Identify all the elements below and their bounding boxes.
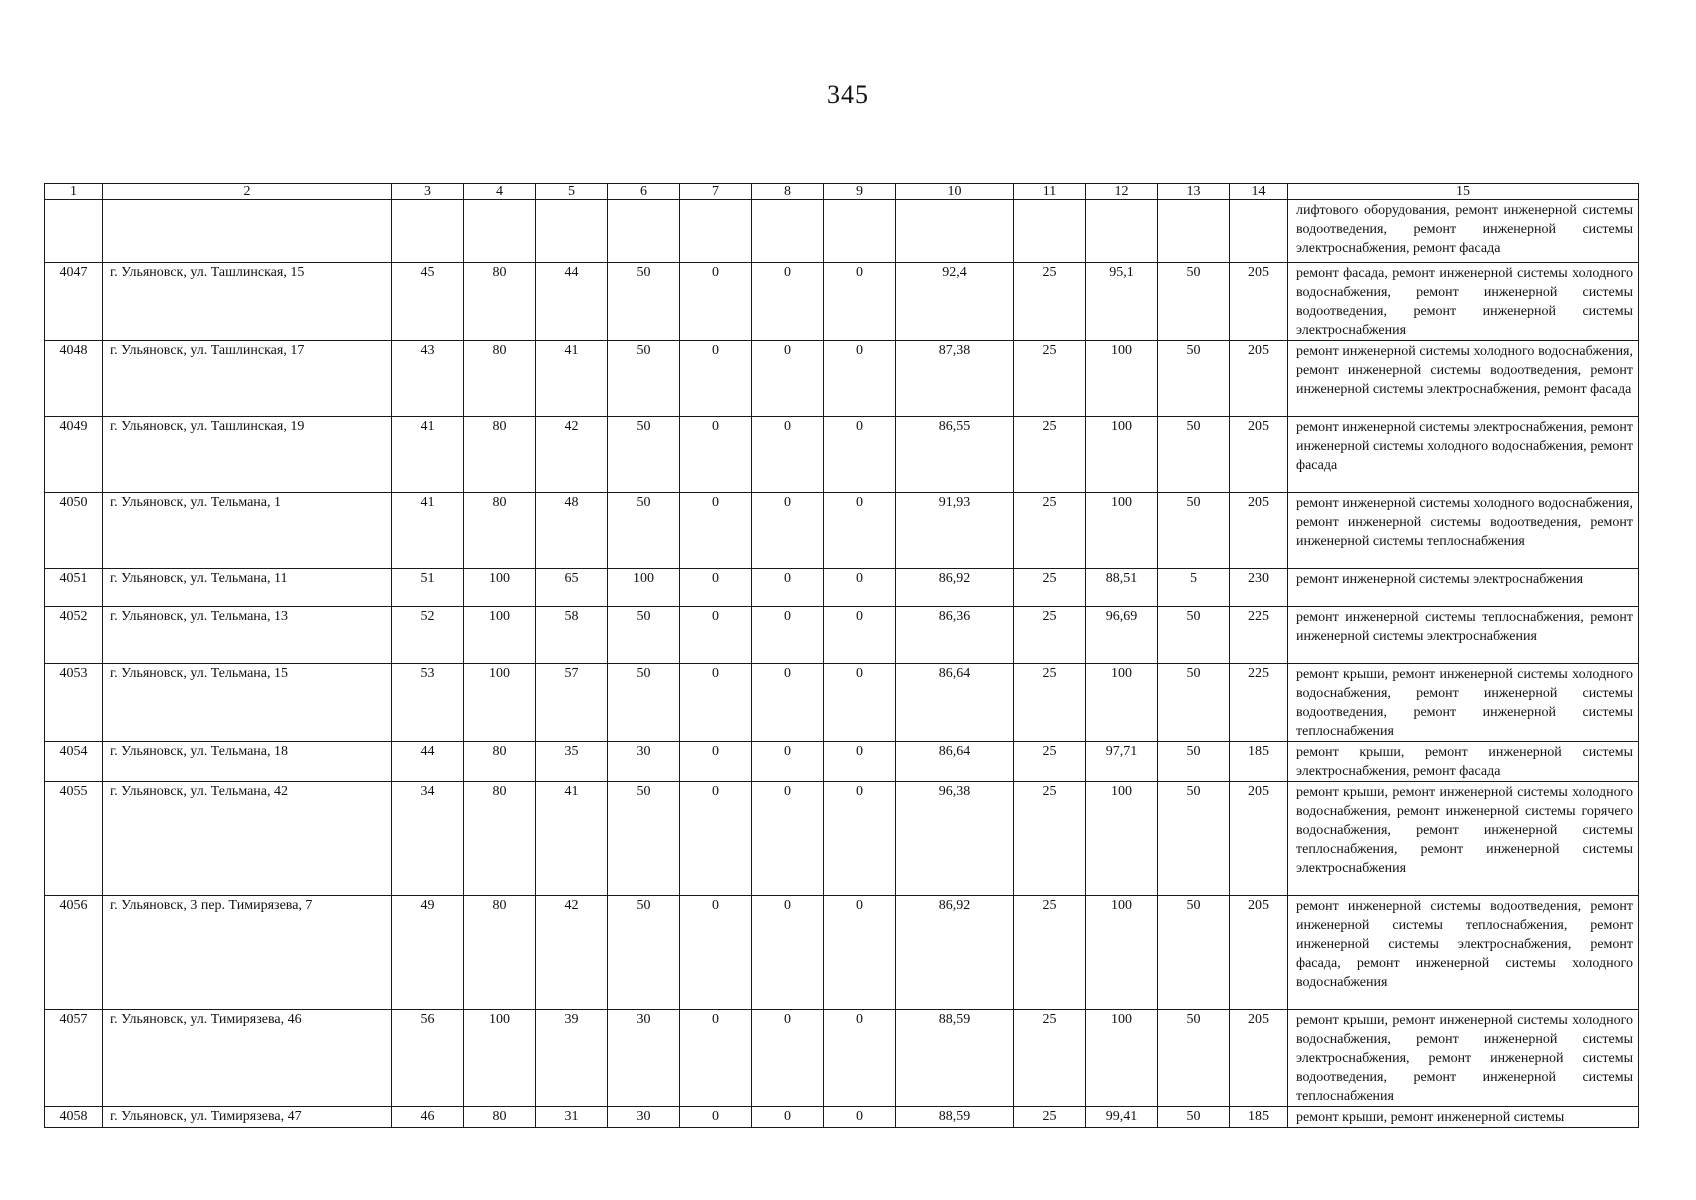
cell-col13: 50	[1158, 782, 1230, 896]
column-header: 12	[1086, 184, 1158, 200]
column-header: 3	[392, 184, 464, 200]
cell-col3: 41	[392, 417, 464, 493]
cell-row-number: 4056	[45, 896, 103, 1010]
cell-col10: 96,38	[896, 782, 1014, 896]
cell-col10: 92,4	[896, 263, 1014, 341]
cell-empty	[824, 200, 896, 263]
cell-col13: 50	[1158, 607, 1230, 664]
column-header: 7	[680, 184, 752, 200]
column-header: 11	[1014, 184, 1086, 200]
cell-col7: 0	[680, 1010, 752, 1107]
cell-address: г. Ульяновск, ул. Тельмана, 15	[103, 664, 392, 742]
cell-col9: 0	[824, 1010, 896, 1107]
cell-col7: 0	[680, 1107, 752, 1128]
cell-col11: 25	[1014, 607, 1086, 664]
cell-col7: 0	[680, 607, 752, 664]
cell-col14: 185	[1230, 742, 1288, 782]
cell-col12: 100	[1086, 1010, 1158, 1107]
cell-works: ремонт крыши, ремонт инженерной системы электроснабжения, ремонт фасада	[1288, 742, 1639, 782]
cell-col8: 0	[752, 607, 824, 664]
cell-col10: 86,55	[896, 417, 1014, 493]
cell-col5: 44	[536, 263, 608, 341]
cell-col6: 30	[608, 1010, 680, 1107]
cell-address: г. Ульяновск, ул. Тельмана, 13	[103, 607, 392, 664]
cell-col5: 58	[536, 607, 608, 664]
cell-col7: 0	[680, 341, 752, 417]
cell-row-number: 4051	[45, 569, 103, 607]
cell-col8: 0	[752, 417, 824, 493]
table-row	[45, 1107, 1639, 1128]
cell-col12: 95,1	[1086, 263, 1158, 341]
cell-col9: 0	[824, 417, 896, 493]
cell-col13: 50	[1158, 664, 1230, 742]
column-header: 5	[536, 184, 608, 200]
cell-col9: 0	[824, 896, 896, 1010]
cell-col3: 46	[392, 1107, 464, 1128]
cell-address: г. Ульяновск, ул. Тельмана, 18	[103, 742, 392, 782]
cell-col5: 48	[536, 493, 608, 569]
cell-col7: 0	[680, 782, 752, 896]
cell-col9: 0	[824, 1107, 896, 1128]
cell-col12: 100	[1086, 341, 1158, 417]
cell-col6: 100	[608, 569, 680, 607]
table-row	[45, 664, 1639, 742]
cell-empty	[1230, 200, 1288, 263]
cell-col14: 230	[1230, 569, 1288, 607]
cell-col11: 25	[1014, 263, 1086, 341]
cell-works: ремонт фасада, ремонт инженерной системы холодного водоснабжения, ремонт инженерной системы водоотведения, ремонт инженерной системы электроснабжения	[1288, 263, 1639, 341]
cell-col14: 205	[1230, 1010, 1288, 1107]
cell-address: г. Ульяновск, ул. Тельмана, 11	[103, 569, 392, 607]
cell-col6: 50	[608, 341, 680, 417]
cell-works: ремонт инженерной системы электроснабжения, ремонт инженерной системы холодного водоснабжения, ремонт фасада	[1288, 417, 1639, 493]
cell-col12: 99,41	[1086, 1107, 1158, 1128]
cell-col12: 97,71	[1086, 742, 1158, 782]
cell-col12: 100	[1086, 493, 1158, 569]
cell-empty	[680, 200, 752, 263]
cell-col7: 0	[680, 664, 752, 742]
table-row	[45, 607, 1639, 664]
cell-row-number: 4050	[45, 493, 103, 569]
cell-col13: 50	[1158, 417, 1230, 493]
cell-address: г. Ульяновск, ул. Тельмана, 1	[103, 493, 392, 569]
cell-col5: 41	[536, 341, 608, 417]
table-row	[45, 493, 1639, 569]
cell-empty	[1158, 200, 1230, 263]
cell-col4: 80	[464, 742, 536, 782]
cell-empty	[536, 200, 608, 263]
cell-address: г. Ульяновск, ул. Тимирязева, 46	[103, 1010, 392, 1107]
cell-works: ремонт инженерной системы холодного водоснабжения, ремонт инженерной системы водоотведения, ремонт инженерной системы теплоснабжения	[1288, 493, 1639, 569]
cell-col4: 80	[464, 493, 536, 569]
cell-col3: 51	[392, 569, 464, 607]
cell-col10: 88,59	[896, 1107, 1014, 1128]
cell-col3: 49	[392, 896, 464, 1010]
cell-col6: 30	[608, 1107, 680, 1128]
cell-col8: 0	[752, 341, 824, 417]
cell-col7: 0	[680, 896, 752, 1010]
cell-col14: 205	[1230, 896, 1288, 1010]
cell-col11: 25	[1014, 742, 1086, 782]
cell-col3: 43	[392, 341, 464, 417]
column-header: 13	[1158, 184, 1230, 200]
cell-col13: 50	[1158, 896, 1230, 1010]
cell-col11: 25	[1014, 782, 1086, 896]
cell-col5: 39	[536, 1010, 608, 1107]
cell-col6: 50	[608, 896, 680, 1010]
cell-col9: 0	[824, 263, 896, 341]
cell-col9: 0	[824, 742, 896, 782]
cell-col5: 65	[536, 569, 608, 607]
cell-row-number: 4053	[45, 664, 103, 742]
cell-empty	[608, 200, 680, 263]
cell-address: г. Ульяновск, ул. Тимирязева, 47	[103, 1107, 392, 1128]
table-body	[45, 184, 1639, 1128]
cell-col4: 100	[464, 607, 536, 664]
cell-works: ремонт инженерной системы холодного водоснабжения, ремонт инженерной системы водоотведения, ремонт инженерной системы электроснабжения, ремонт фасада	[1288, 341, 1639, 417]
cell-col14: 205	[1230, 493, 1288, 569]
cell-col12: 100	[1086, 896, 1158, 1010]
cell-col3: 41	[392, 493, 464, 569]
cell-col14: 205	[1230, 417, 1288, 493]
table-row	[45, 742, 1639, 782]
cell-col4: 100	[464, 664, 536, 742]
cell-empty	[1086, 200, 1158, 263]
cell-col9: 0	[824, 607, 896, 664]
cell-col3: 53	[392, 664, 464, 742]
cell-col8: 0	[752, 1107, 824, 1128]
cell-col5: 41	[536, 782, 608, 896]
cell-col10: 87,38	[896, 341, 1014, 417]
cell-col5: 31	[536, 1107, 608, 1128]
cell-col6: 50	[608, 263, 680, 341]
cell-col8: 0	[752, 742, 824, 782]
cell-col13: 50	[1158, 1107, 1230, 1128]
cell-col12: 100	[1086, 664, 1158, 742]
cell-col8: 0	[752, 896, 824, 1010]
column-header: 10	[896, 184, 1014, 200]
cell-col8: 0	[752, 1010, 824, 1107]
cell-col8: 0	[752, 263, 824, 341]
cell-col14: 225	[1230, 664, 1288, 742]
cell-address: г. Ульяновск, ул. Ташлинская, 19	[103, 417, 392, 493]
continuation-row	[45, 200, 1639, 263]
cell-col8: 0	[752, 664, 824, 742]
cell-col4: 80	[464, 417, 536, 493]
column-header: 1	[45, 184, 103, 200]
cell-col10: 86,36	[896, 607, 1014, 664]
cell-col13: 50	[1158, 341, 1230, 417]
cell-col6: 30	[608, 742, 680, 782]
cell-col4: 80	[464, 896, 536, 1010]
cell-col9: 0	[824, 664, 896, 742]
cell-row-number: 4052	[45, 607, 103, 664]
cell-col14: 225	[1230, 607, 1288, 664]
cell-row-number: 4049	[45, 417, 103, 493]
cell-col13: 50	[1158, 263, 1230, 341]
cell-row-number: 4054	[45, 742, 103, 782]
table-row	[45, 1010, 1639, 1107]
cell-col8: 0	[752, 493, 824, 569]
cell-col11: 25	[1014, 341, 1086, 417]
cell-col9: 0	[824, 782, 896, 896]
cell-col14: 205	[1230, 263, 1288, 341]
table-row	[45, 417, 1639, 493]
page-number: 345	[827, 80, 869, 109]
cell-row-number: 4058	[45, 1107, 103, 1128]
cell-col5: 42	[536, 896, 608, 1010]
cell-col3: 34	[392, 782, 464, 896]
cell-col5: 57	[536, 664, 608, 742]
cell-col10: 86,64	[896, 742, 1014, 782]
cell-col3: 45	[392, 263, 464, 341]
cell-col11: 25	[1014, 1107, 1086, 1128]
cell-col11: 25	[1014, 664, 1086, 742]
column-header: 6	[608, 184, 680, 200]
cell-works: ремонт крыши, ремонт инженерной системы холодного водоснабжения, ремонт инженерной системы водоотведения, ремонт инженерной системы теплоснабжения	[1288, 664, 1639, 742]
cell-col13: 50	[1158, 493, 1230, 569]
cell-row-number: 4048	[45, 341, 103, 417]
cell-empty	[464, 200, 536, 263]
cell-col5: 35	[536, 742, 608, 782]
cell-col10: 86,92	[896, 896, 1014, 1010]
cell-address: г. Ульяновск, 3 пер. Тимирязева, 7	[103, 896, 392, 1010]
column-header: 15	[1288, 184, 1639, 200]
cell-col6: 50	[608, 607, 680, 664]
cell-col7: 0	[680, 569, 752, 607]
cell-col14: 205	[1230, 341, 1288, 417]
cell-col3: 56	[392, 1010, 464, 1107]
cell-col7: 0	[680, 493, 752, 569]
column-header: 2	[103, 184, 392, 200]
cell-col12: 100	[1086, 782, 1158, 896]
cell-col3: 52	[392, 607, 464, 664]
column-header: 4	[464, 184, 536, 200]
cell-col10: 91,93	[896, 493, 1014, 569]
cell-col14: 185	[1230, 1107, 1288, 1128]
cell-col4: 80	[464, 341, 536, 417]
cell-empty	[896, 200, 1014, 263]
cell-col7: 0	[680, 417, 752, 493]
table-row	[45, 896, 1639, 1010]
cell-address: г. Ульяновск, ул. Ташлинская, 15	[103, 263, 392, 341]
cell-works: ремонт инженерной системы теплоснабжения, ремонт инженерной системы электроснабжения	[1288, 607, 1639, 664]
cell-works: ремонт крыши, ремонт инженерной системы холодного водоснабжения, ремонт инженерной системы электроснабжения, ремонт инженерной системы водоотведения, ремонт инженерной системы теплоснабжения	[1288, 1010, 1639, 1107]
cell-col10: 86,64	[896, 664, 1014, 742]
cell-col9: 0	[824, 569, 896, 607]
cell-col10: 88,59	[896, 1010, 1014, 1107]
cell-col4: 100	[464, 1010, 536, 1107]
table-row	[45, 569, 1639, 607]
cell-col12: 100	[1086, 417, 1158, 493]
cell-row-number: 4055	[45, 782, 103, 896]
cell-row-number: 4057	[45, 1010, 103, 1107]
cell-col4: 80	[464, 263, 536, 341]
cell-empty	[1014, 200, 1086, 263]
cell-col8: 0	[752, 782, 824, 896]
cell-col4: 80	[464, 782, 536, 896]
cell-empty	[103, 200, 392, 263]
cell-col6: 50	[608, 664, 680, 742]
cell-col13: 5	[1158, 569, 1230, 607]
cell-col4: 100	[464, 569, 536, 607]
cell-col11: 25	[1014, 1010, 1086, 1107]
cell-col11: 25	[1014, 569, 1086, 607]
cell-col4: 80	[464, 1107, 536, 1128]
table-row	[45, 782, 1639, 896]
cell-col12: 88,51	[1086, 569, 1158, 607]
column-number-row	[45, 184, 1639, 200]
works-continuation: лифтового оборудования, ремонт инженерной системы водоотведения, ремонт инженерной системы электроснабжения, ремонт фасада	[1288, 200, 1639, 263]
cell-col8: 0	[752, 569, 824, 607]
cell-col13: 50	[1158, 1010, 1230, 1107]
cell-works: ремонт инженерной системы электроснабжения	[1288, 569, 1639, 607]
repair-program-table	[44, 183, 1639, 1128]
cell-col12: 96,69	[1086, 607, 1158, 664]
cell-col3: 44	[392, 742, 464, 782]
cell-col11: 25	[1014, 417, 1086, 493]
cell-works: ремонт крыши, ремонт инженерной системы	[1288, 1107, 1639, 1128]
cell-col6: 50	[608, 782, 680, 896]
cell-address: г. Ульяновск, ул. Ташлинская, 17	[103, 341, 392, 417]
cell-col6: 50	[608, 493, 680, 569]
cell-col5: 42	[536, 417, 608, 493]
cell-col9: 0	[824, 341, 896, 417]
cell-works: ремонт инженерной системы водоотведения, ремонт инженерной системы теплоснабжения, ремонт инженерной системы электроснабжения, ремонт фасада, ремонт инженерной системы холодного водоснабжения	[1288, 896, 1639, 1010]
cell-col9: 0	[824, 493, 896, 569]
cell-col6: 50	[608, 417, 680, 493]
table-row	[45, 341, 1639, 417]
column-header: 14	[1230, 184, 1288, 200]
table-row	[45, 263, 1639, 341]
cell-col13: 50	[1158, 742, 1230, 782]
cell-empty	[45, 200, 103, 263]
cell-col11: 25	[1014, 493, 1086, 569]
cell-empty	[392, 200, 464, 263]
cell-col10: 86,92	[896, 569, 1014, 607]
cell-col14: 205	[1230, 782, 1288, 896]
cell-empty	[752, 200, 824, 263]
cell-row-number: 4047	[45, 263, 103, 341]
cell-col7: 0	[680, 263, 752, 341]
column-header: 8	[752, 184, 824, 200]
cell-col7: 0	[680, 742, 752, 782]
cell-address: г. Ульяновск, ул. Тельмана, 42	[103, 782, 392, 896]
column-header: 9	[824, 184, 896, 200]
cell-works: ремонт крыши, ремонт инженерной системы холодного водоснабжения, ремонт инженерной системы горячего водоснабжения, ремонт инженерной системы теплоснабжения, ремонт инженерной системы электроснабжения	[1288, 782, 1639, 896]
cell-col11: 25	[1014, 896, 1086, 1010]
